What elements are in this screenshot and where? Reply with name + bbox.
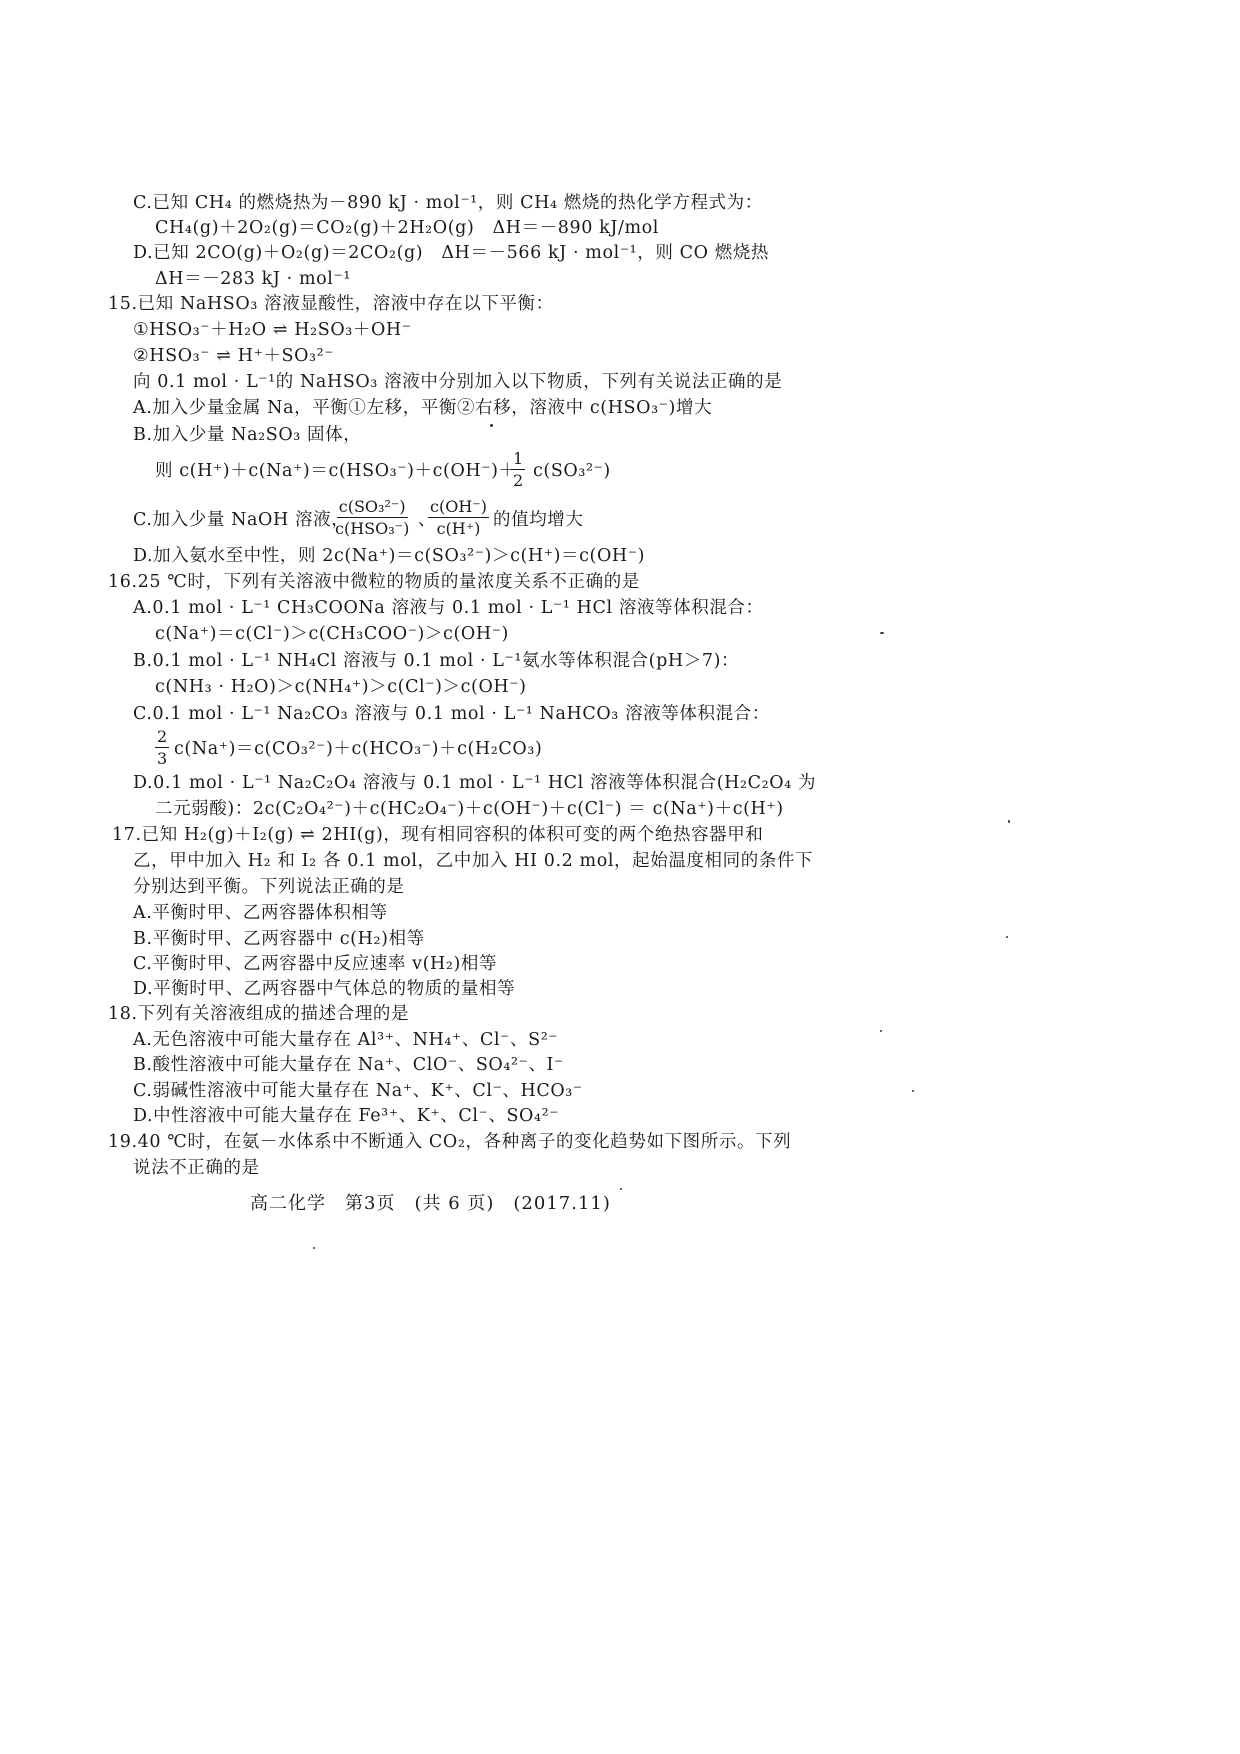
scan-speck: [1006, 936, 1008, 938]
fraction-numerator: 2: [157, 727, 168, 746]
q16-option-c-line1: C.0.1 mol · L⁻¹ Na₂CO₃ 溶液与 0.1 mol · L⁻¹ NaHCO₃ 溶液等体积混合：: [133, 704, 770, 724]
q18-option-a: A.无色溶液中可能大量存在 Al³⁺、NH₄⁺、Cl⁻、S²⁻: [133, 1030, 559, 1050]
q15-equilibrium-1: ①HSO₃⁻＋H₂O ⇌ H₂SO₃＋OH⁻: [133, 320, 412, 340]
q16-option-d-line2: 二元弱酸)：2c(C₂O₄²⁻)＋c(HC₂O₄⁻)＋c(OH⁻)＋c(Cl⁻) ＝ c(Na⁺)＋c(H⁺): [155, 799, 784, 819]
q18-option-c: C.弱碱性溶液中可能大量存在 Na⁺、K⁺、Cl⁻、HCO₃⁻: [133, 1081, 583, 1101]
q17-option-d: D.平衡时甲、乙两容器中气体总的物质的量相等: [133, 979, 516, 999]
q16-option-d-line1: D.0.1 mol · L⁻¹ Na₂C₂O₄ 溶液与 0.1 mol · L⁻¹ HCl 溶液等体积混合(H₂C₂O₄ 为: [133, 773, 817, 793]
q16-option-c-line2: c(Na⁺)＝c(CO₃²⁻)＋c(HCO₃⁻)＋c(H₂CO₃): [174, 739, 543, 759]
q17-stem-line3: 分别达到平衡。下列说法正确的是: [133, 877, 405, 897]
fraction-denominator: 3: [157, 749, 168, 768]
scan-speck: [1008, 820, 1010, 823]
q17-stem-line2: 乙，甲中加入 H₂ 和 I₂ 各 0.1 mol，乙中加入 HI 0.2 mol，起始温度相同的条件下: [133, 851, 814, 871]
scan-speck: [880, 632, 884, 634]
scan-speck: [620, 1188, 622, 1190]
q15-option-c-separator: 、: [418, 510, 437, 530]
q15-option-c-end: 的值均增大: [493, 510, 584, 530]
q15-option-b-line2-end: c(SO₃²⁻): [533, 461, 611, 481]
q16-option-a-line2: c(Na⁺)＝c(Cl⁻)＞c(CH₃COO⁻)＞c(OH⁻): [155, 624, 509, 644]
q14-option-c-equation: CH₄(g)＋2O₂(g)＝CO₂(g)＋2H₂O(g) ΔH＝－890 kJ/mol: [155, 218, 660, 238]
q15-option-b-line1: B.加入少量 Na₂SO₃ 固体，: [133, 425, 362, 445]
fraction-numerator: c(OH⁻): [430, 497, 487, 516]
q15-option-c-start: C.加入少量 NaOH 溶液，: [133, 510, 350, 530]
scan-speck: [880, 1030, 882, 1032]
fraction-denominator: c(HSO₃⁻): [335, 519, 410, 538]
q14-option-c-line1: C.已知 CH₄ 的燃烧热为－890 kJ · mol⁻¹，则 CH₄ 燃烧的热化学方程式为：: [133, 193, 763, 213]
q14-option-d-line1: D.已知 2CO(g)＋O₂(g)＝2CO₂(g) ΔH＝－566 kJ · mol⁻¹，则 CO 燃烧热: [133, 243, 770, 263]
fraction-denominator: c(H⁺): [436, 519, 481, 538]
q18-stem: 18.下列有关溶液组成的描述合理的是: [108, 1004, 410, 1024]
fraction-numerator: 1: [513, 449, 524, 468]
q15-option-b-line2-start: 则 c(H⁺)＋c(Na⁺)＝c(HSO₃⁻)＋c(OH⁻)＋: [155, 461, 517, 481]
q15-equilibrium-2: ②HSO₃⁻ ⇌ H⁺＋SO₃²⁻: [133, 346, 335, 366]
q15-option-d: D.加入氨水至中性，则 2c(Na⁺)＝c(SO₃²⁻)＞c(H⁺)＝c(OH⁻): [133, 546, 646, 566]
q17-option-a: A.平衡时甲、乙两容器体积相等: [133, 903, 388, 923]
q16-option-b-line2: c(NH₃ · H₂O)＞c(NH₄⁺)＞c(Cl⁻)＞c(OH⁻): [155, 677, 527, 697]
q15-option-b-fraction: [511, 449, 525, 490]
q19-stem-line2: 说法不正确的是: [133, 1158, 260, 1178]
fraction-denominator: 2: [513, 471, 524, 490]
fraction-numerator: c(SO₃²⁻): [338, 497, 406, 516]
scan-speck: [912, 1090, 914, 1092]
q17-stem-line1: 17.已知 H₂(g)＋I₂(g) ⇌ 2HI(g)，现有相同容积的体积可变的两个绝热容器甲和: [112, 825, 764, 845]
scan-speck: [490, 424, 493, 427]
q19-stem-line1: 19.40 ℃时，在氨－水体系中不断通入 CO₂，各种离子的变化趋势如下图所示。下列: [108, 1132, 792, 1152]
page-footer: 高二化学 第3页 (共 6 页) (2017.11): [250, 1193, 611, 1214]
q17-option-c: C.平衡时甲、乙两容器中反应速率 v(H₂)相等: [133, 954, 498, 974]
q17-option-b: B.平衡时甲、乙两容器中 c(H₂)相等: [133, 929, 425, 949]
q18-option-b: B.酸性溶液中可能大量存在 Na⁺、ClO⁻、SO₄²⁻、I⁻: [133, 1055, 564, 1075]
q16-stem: 16.25 ℃时，下列有关溶液中微粒的物质的量浓度关系不正确的是: [108, 572, 640, 592]
q15-stem: 15.已知 NaHSO₃ 溶液显酸性，溶液中存在以下平衡：: [108, 294, 554, 314]
q15-intro: 向 0.1 mol · L⁻¹的 NaHSO₃ 溶液中分别加入以下物质，下列有关说法正确的是: [133, 372, 783, 392]
q15-option-c-fraction-1: [333, 497, 411, 538]
q16-option-a-line1: A.0.1 mol · L⁻¹ CH₃COONa 溶液与 0.1 mol · L⁻¹ HCl 溶液等体积混合：: [133, 598, 764, 618]
q15-option-a: A.加入少量金属 Na，平衡①左移，平衡②右移，溶液中 c(HSO₃⁻)增大: [133, 398, 713, 418]
q16-option-c-fraction: [155, 727, 169, 768]
q16-option-b-line1: B.0.1 mol · L⁻¹ NH₄Cl 溶液与 0.1 mol · L⁻¹氨水等体积混合(pH＞7)：: [133, 651, 740, 671]
q15-option-c-fraction-2: [428, 497, 489, 538]
q18-option-d: D.中性溶液中可能大量存在 Fe³⁺、K⁺、Cl⁻、SO₄²⁻: [133, 1106, 560, 1126]
scan-speck: [313, 1247, 315, 1249]
q14-option-d-line2: ΔH＝－283 kJ · mol⁻¹: [155, 269, 351, 289]
